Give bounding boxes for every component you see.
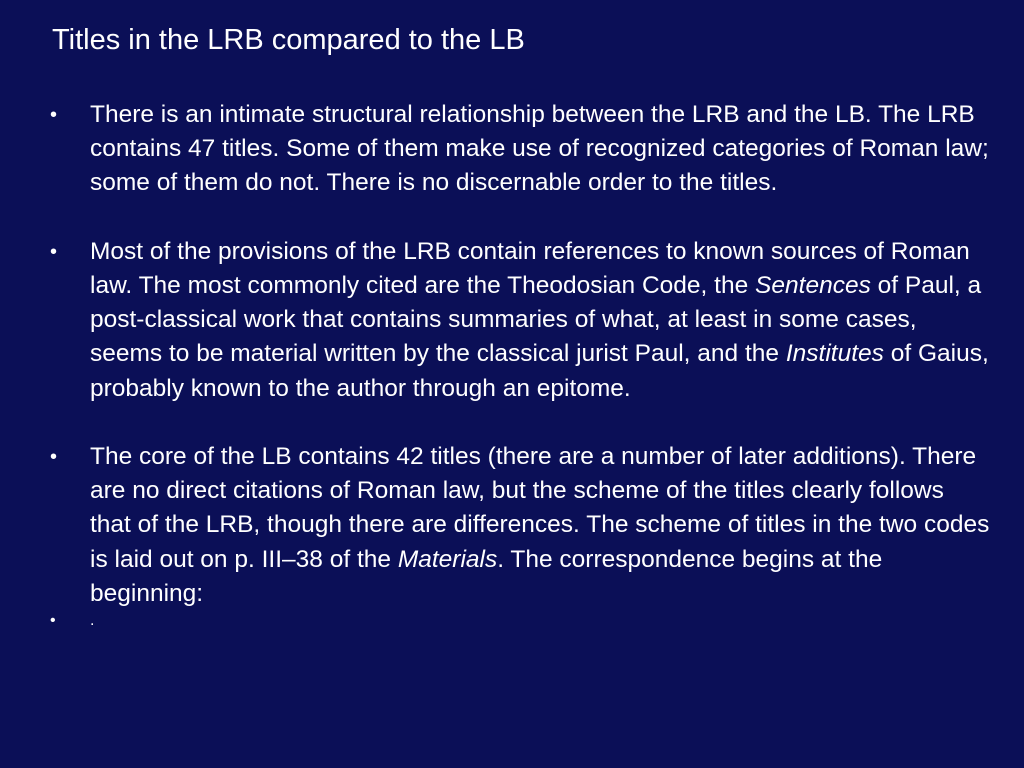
bullet-item bbox=[50, 98, 990, 201]
text-run: . The correspondence begins at the beginning: bbox=[90, 545, 883, 607]
bullet-text: . bbox=[90, 612, 95, 630]
bullet-marker: • bbox=[50, 104, 58, 126]
bullet-text bbox=[90, 235, 990, 406]
spacer bbox=[50, 406, 990, 440]
bullet-marker: • bbox=[50, 446, 58, 468]
text-run: Most of the provisions of the LRB contain references to known sources of Roman law. The most commonly cited are the Theodosian Code, the bbox=[90, 237, 970, 299]
spacer bbox=[50, 201, 990, 235]
bullet-marker: • bbox=[50, 240, 58, 263]
bullet-text: There is an intimate structural relationship between the LRB and the LB. The LRB contains 47 titles. Some of them make use of recognized categories of Roman law; some of them do not. There is no discernable order to the titles. bbox=[90, 101, 989, 197]
text-run: of Paul, a post-classical work that contains summaries of what, at least in some cases, seems to be material written by the classical jurist Paul, and the bbox=[90, 272, 982, 368]
slide-title: Titles in the LRB compared to the LB bbox=[52, 24, 525, 56]
bullet-item bbox=[50, 440, 990, 611]
bullet-list bbox=[50, 98, 990, 631]
bullet-marker: • bbox=[50, 612, 56, 630]
bullet-text bbox=[90, 440, 990, 611]
italic-title: Materials bbox=[397, 545, 498, 573]
text-run: of Gaius, probably known to the author through an epitome. bbox=[90, 340, 989, 402]
italic-title: Sentences bbox=[755, 272, 871, 299]
bullet-item bbox=[50, 235, 990, 406]
bullet-item bbox=[50, 611, 990, 631]
text-run: The core of the LB contains 42 titles (there are a number of later additions). There are no direct citations of Roman law, but the scheme of the titles clearly follows that of the LRB, though there are differences. The scheme of titles in the two codes is laid out on p. III–38 of the bbox=[90, 443, 990, 573]
italic-title: Institutes bbox=[785, 340, 884, 368]
